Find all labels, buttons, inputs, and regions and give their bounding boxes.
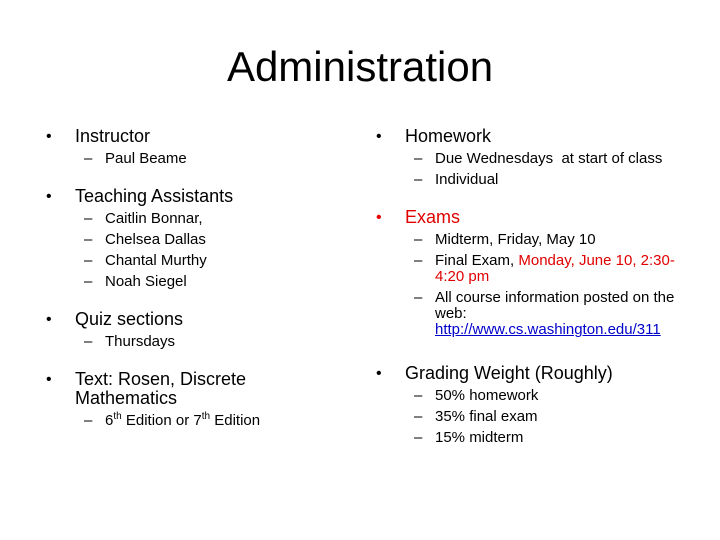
bullet-dot: • [376, 128, 382, 145]
exams-label: Exams [405, 207, 461, 227]
dash: – [414, 231, 423, 248]
dash: – [84, 333, 93, 350]
ta-item: – Noah Siegel [84, 273, 187, 290]
bullet-grading-weight [374, 364, 694, 383]
dash: – [414, 408, 423, 425]
dash: – [84, 412, 93, 429]
bullet-dot: • [376, 365, 382, 382]
bullet-dot: • [46, 371, 52, 388]
quiz-item: – Thursdays [84, 333, 176, 350]
ta-item: – Chelsea Dallas [84, 231, 206, 248]
bullet-dot: • [46, 128, 52, 145]
left-column [44, 127, 344, 429]
instructor-label: Instructor [75, 126, 151, 146]
course-web-item: – All course information posted on the web: http://www.cs.washington.edu/311 [414, 289, 675, 338]
quiz-label: Quiz sections [75, 309, 184, 329]
grading-item: – 15% midterm [414, 429, 524, 446]
right-column [374, 127, 694, 446]
homework-item: – Individual [414, 171, 499, 188]
bullet-dot: • [46, 188, 52, 205]
homework-label: Homework [405, 126, 492, 146]
dash: – [84, 252, 93, 269]
text-label-line1: Text: Rosen, Discrete [75, 369, 247, 389]
slide-title: Administration [226, 43, 494, 90]
course-web-link[interactable]: http://www.cs.washington.edu/311 [435, 321, 661, 338]
dash: – [84, 150, 93, 167]
dash: – [84, 231, 93, 248]
dash: – [414, 289, 423, 306]
dash: – [414, 171, 423, 188]
bullet-dot: • [376, 209, 382, 226]
dash: – [414, 150, 423, 167]
tas-label: Teaching Assistants [75, 186, 234, 206]
bullet-text [44, 370, 344, 408]
bullet-quiz-sections [44, 310, 344, 329]
dash: – [414, 252, 423, 269]
homework-item: – Due Wednesdays at start of class [414, 150, 663, 167]
grading-item: – 35% final exam [414, 408, 538, 425]
dash: – [84, 273, 93, 290]
bullet-instructor [44, 127, 344, 146]
instructor-item: – Paul Beame [84, 150, 187, 167]
dash: – [84, 210, 93, 227]
text-label-line2: Mathematics [75, 388, 178, 408]
bullet-homework [374, 127, 694, 146]
ta-item: – Chantal Murthy [84, 252, 207, 269]
grading-label: Grading Weight (Roughly) [405, 363, 613, 383]
dash: – [414, 387, 423, 404]
edition-item: – 6th Edition or 7th Edition [84, 411, 261, 429]
ta-item: – Caitlin Bonnar, [84, 210, 203, 227]
bullet-teaching-assistants [44, 187, 344, 206]
final-exam-item: – Final Exam, Monday, June 10, 2:30-4:20 pm [414, 252, 675, 285]
bullet-dot: • [46, 311, 52, 328]
midterm-item: – Midterm, Friday, May 10 [414, 231, 596, 248]
final-exam-date: Monday, June 10, 2:30-4:20 pm [435, 252, 675, 285]
dash: – [414, 429, 423, 446]
grading-item: – 50% homework [414, 387, 539, 404]
bullet-exams [374, 208, 694, 227]
